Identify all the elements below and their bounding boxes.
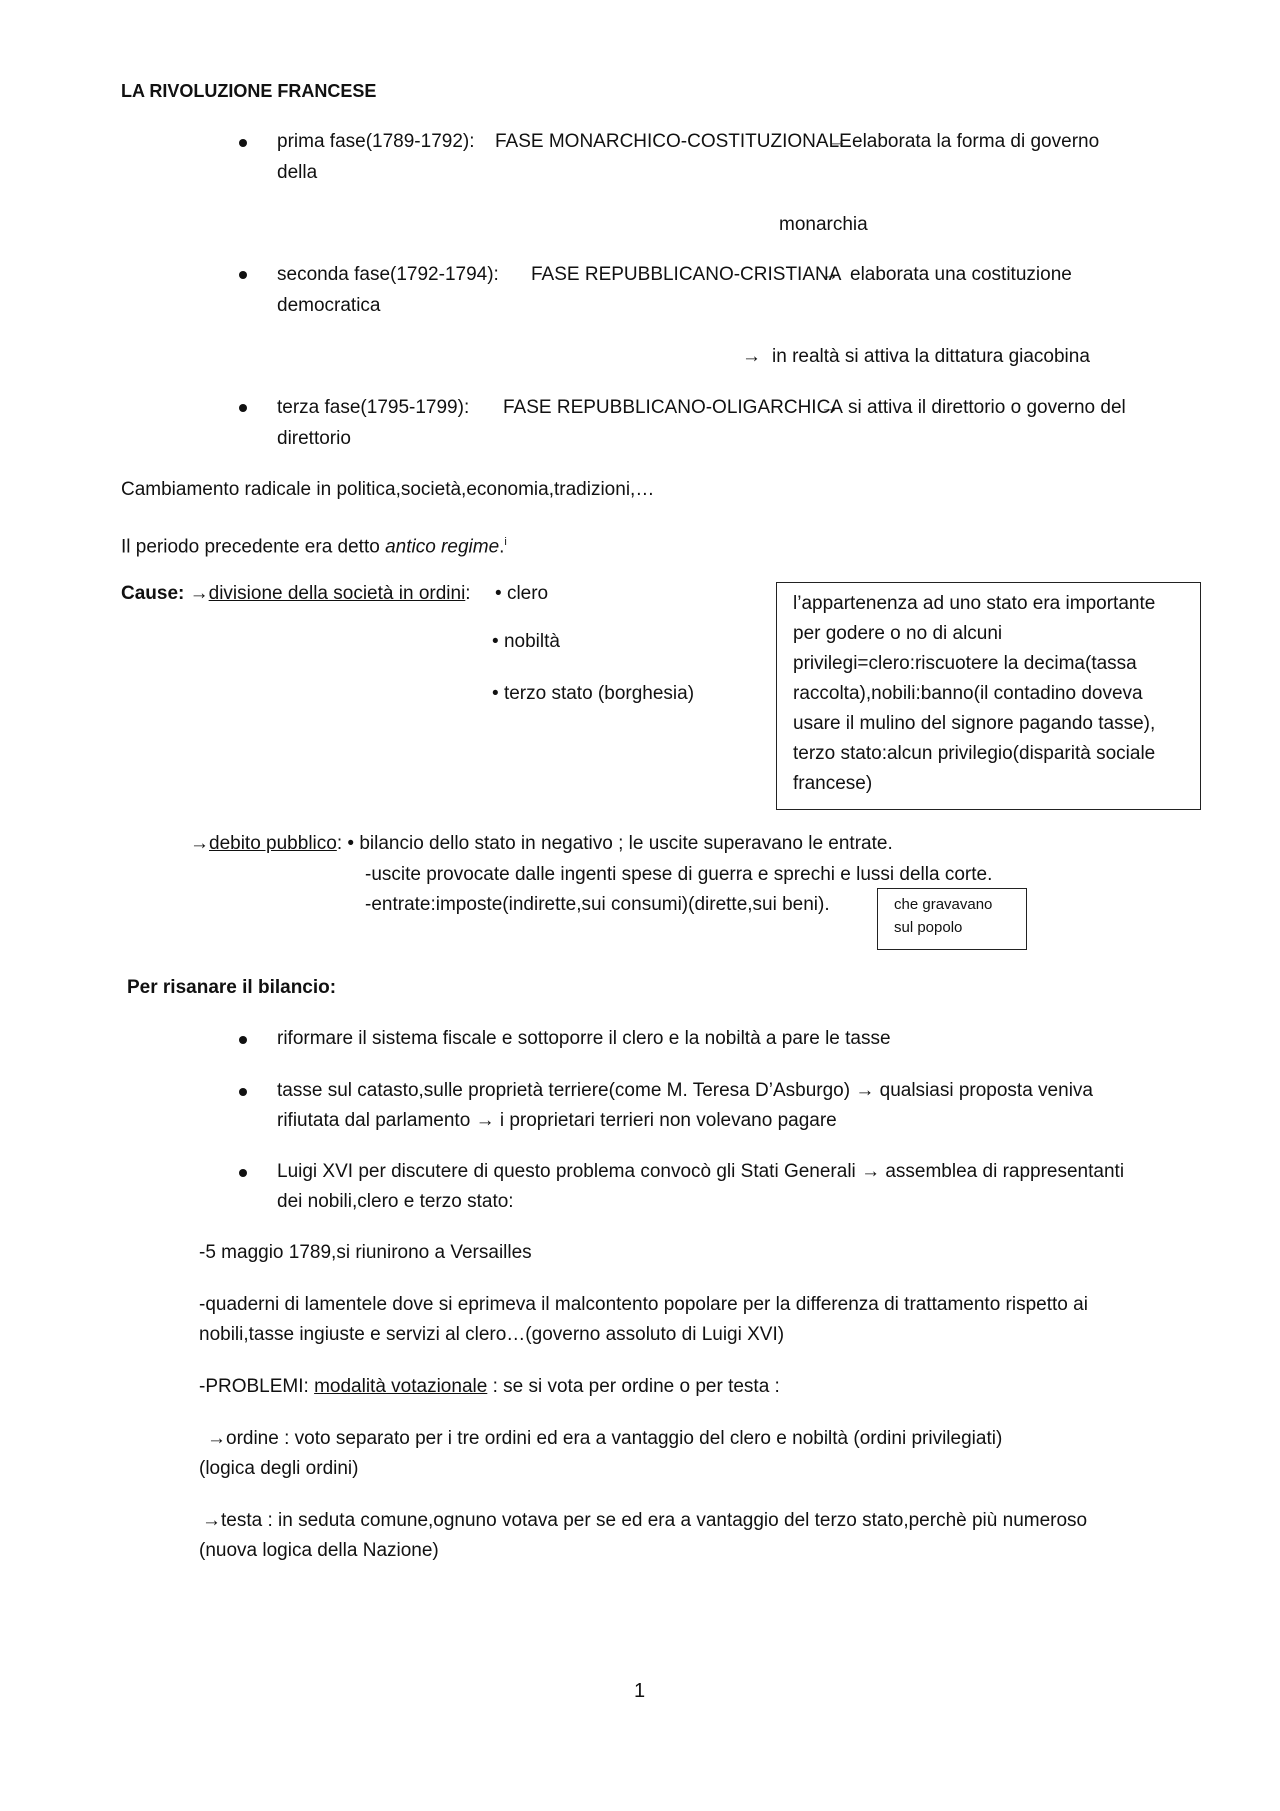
change-paragraph: Cambiamento radicale in politica,società,economia,tradizioni,… [121,479,655,500]
remedy-3a: Luigi XVI per discutere di questo problema convocò gli Stati Generali [277,1161,856,1182]
phase-1-extra: monarchia [779,214,868,235]
ordine-line-1 [207,1424,1002,1454]
bullet [239,1036,247,1044]
period-paragraph [121,527,507,562]
causes-link: divisione della società in ordini [208,583,466,604]
debt-link: debito pubblico [209,833,337,854]
order-terzo-stato: terzo stato (borghesia) [503,683,695,704]
bullet [239,404,247,412]
quaderni-line-2: nobili,tasse ingiuste e servizi al clero…(governo assoluto di Luigi XVI) [199,1324,785,1345]
phase-1-cont: della [277,162,318,183]
page-title: LA RIVOLUZIONE FRANCESE [121,81,377,101]
phase-3-cont: direttorio [277,428,351,449]
arrow-icon [828,127,847,157]
box-line: per godere o no di alcuni [793,623,1003,644]
note-line: sul popolo [894,919,963,936]
order-clero: clero [506,583,549,604]
phase-2-label: seconda fase(1792-1794): [277,264,499,285]
remedy-2a: tasse sul catasto,sulle proprietà terriere(come M. Teresa D’Asburgo) [277,1080,851,1101]
phase-2-name: FASE REPUBBLICANO-CRISTIANA [531,264,842,285]
remedy-2-line-1 [277,1076,1093,1106]
testa-line-1 [202,1506,1087,1536]
order-nobilta: nobiltà [503,631,560,652]
period-text: Il periodo precedente era detto [121,536,386,558]
debt-line-1: bilancio dello stato in negativo ; le uscite superavano le entrate. [359,833,893,854]
box-line: raccolta),nobili:banno(il contadino doveva [793,683,1143,704]
phase-2-result: elaborata una costituzione [850,264,1072,285]
remedy-2b: qualsiasi proposta veniva [879,1080,1093,1101]
remedy-2-line-2 [277,1106,837,1136]
bullet [239,1169,247,1177]
arrow-icon [742,342,761,372]
remedy-3-line-2: dei nobili,clero e terzo stato: [277,1191,514,1212]
arrow-icon [207,1428,226,1449]
section-heading: Per risanare il bilancio: [127,977,337,998]
arrow-icon [820,393,839,423]
phase-2-cont: democratica [277,295,381,316]
problemi-underline: modalità votazionale [314,1376,488,1397]
box-line: terzo stato:alcun privilegio(disparità sociale [793,743,1156,764]
problemi-line [199,1372,780,1402]
period-emphasis: antico regime [385,536,500,558]
arrow-icon [202,1510,221,1531]
arrow-icon [820,260,839,290]
arrow-icon [476,1110,495,1131]
phase-3-name: FASE REPUBBLICANO-OLIGARCHICA [503,397,843,418]
privilege-note-box [776,582,1201,810]
debt-line-2: -uscite provocate dalle ingenti spese di guerra e sprechi e lussi della corte. [365,864,993,885]
causes-line [121,579,471,609]
bullet [239,1088,247,1096]
arrow-icon [190,833,209,854]
quaderni-line-1: -quaderni di lamentele dove si eprimeva il malcontento popolare per la differenza di trattamento rispetto ai [199,1294,1088,1315]
debt-colon: : [336,833,343,854]
remedy-3-line-1 [277,1157,1124,1187]
date-line: -5 maggio 1789,si riunirono a Versailles [199,1242,532,1263]
problemi-pre: -PROBLEMI: [199,1376,315,1397]
remedy-2d: i proprietari terrieri non volevano pagare [499,1110,837,1131]
arrow-icon [861,1161,880,1182]
bullet [239,271,247,279]
phase-1-label: prima fase(1789-1792): [277,131,475,152]
box-line: privilegi=clero:riscuotere la decima(tassa [793,653,1137,674]
phase-2-extra: in realtà si attiva la dittatura giacobina [772,346,1090,367]
bullet [239,139,247,147]
box-line: francese) [793,773,873,794]
ordine-text: ordine : voto separato per i tre ordini ed era a vantaggio del clero e nobiltà (ordini privilegiati) [226,1428,1003,1449]
order-item: • terzo stato (borghesia) [492,683,695,704]
tax-note-box [877,888,1027,950]
arrow-icon [190,583,209,604]
remedy-2c: rifiutata dal parlamento [277,1110,471,1131]
box-line: usare il mulino del signore pagando tasse), [793,713,1156,734]
debt-line: → debito pubblico: • bilancio dello stato in negativo ; le uscite superavano le entrate. [190,829,893,859]
arrow-icon [855,1080,874,1101]
phase-1-result: elaborata la forma di governo [852,131,1100,152]
ordine-line-2: (logica degli ordini) [199,1458,359,1479]
footnote-ref: i [504,536,507,548]
remedy-3b: assemblea di rappresentanti [885,1161,1125,1182]
box-line: l’appartenenza ad uno stato era importante [793,593,1156,614]
causes-colon: : [465,583,471,604]
order-item: • nobiltà [492,631,560,652]
phase-1-name: FASE MONARCHICO-COSTITUZIONALE [495,131,852,152]
phase-3-label: terza fase(1795-1799): [277,397,470,418]
testa-line-2: (nuova logica della Nazione) [199,1540,439,1561]
note-line: che gravavano [894,896,993,913]
debt-line-3: -entrate:imposte(indirette,sui consumi)(dirette,sui beni). [365,894,830,915]
causes-label: Cause: [121,583,185,604]
testa-text: testa : in seduta comune,ognuno votava per se ed era a vantaggio del terzo stato,perchè più numeroso [221,1510,1088,1531]
period-dot: . [499,536,505,558]
problemi-post: : se si vota per ordine o per testa : [487,1376,780,1397]
order-item: • clero [495,583,549,604]
phase-3-result: si attiva il direttorio o governo del [848,397,1126,418]
page-number: 1 [634,1680,646,1702]
remedy-1: riformare il sistema fiscale e sottoporre il clero e la nobiltà a pare le tasse [277,1028,891,1049]
